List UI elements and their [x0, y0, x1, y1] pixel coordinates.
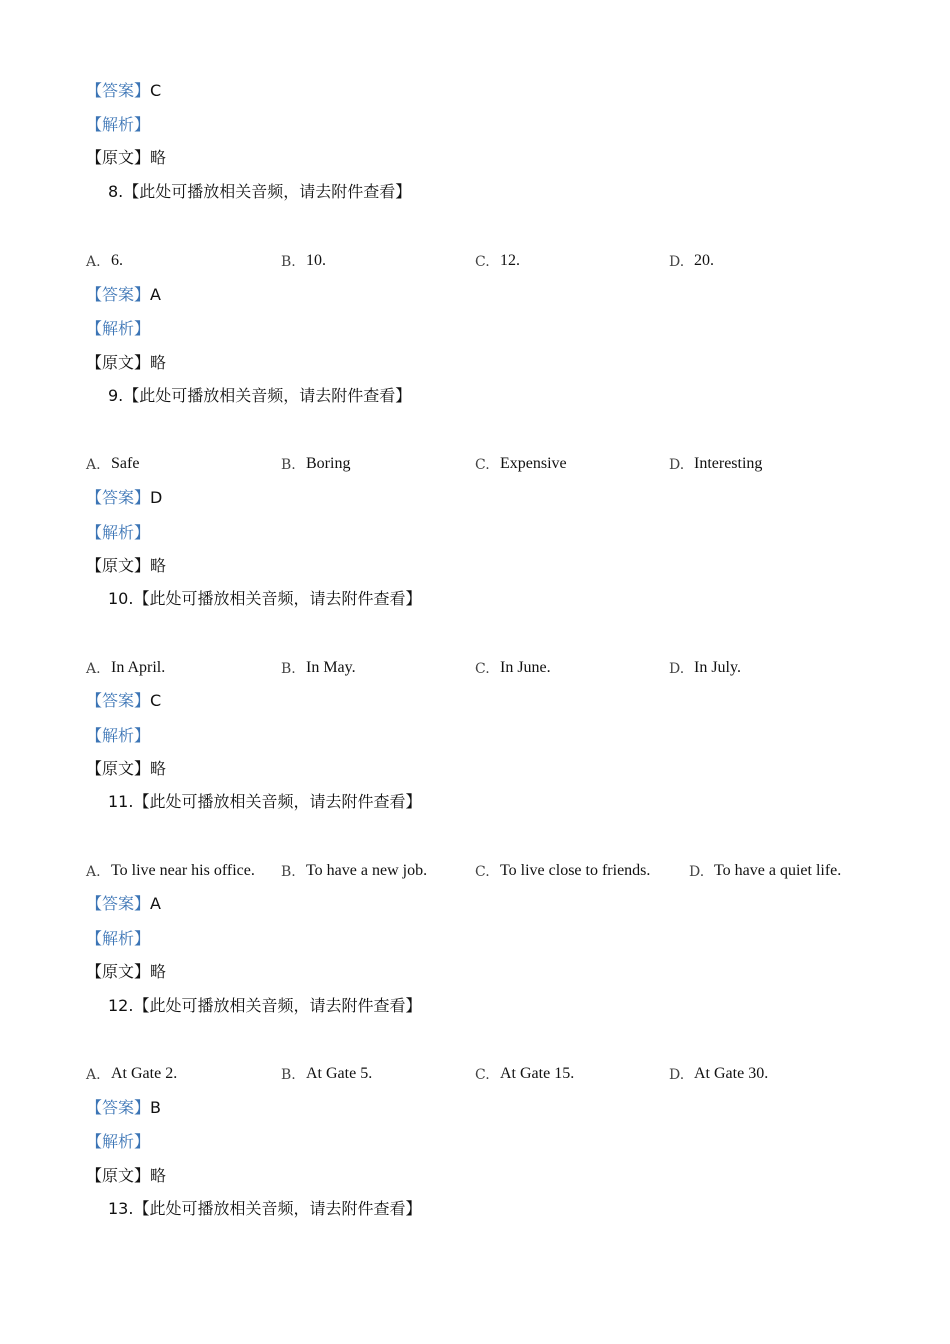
option-a-letter: A. — [86, 1067, 101, 1083]
option-a-text: At Gate 2. — [111, 1065, 178, 1082]
analysis-label: 【解析】 — [86, 115, 151, 134]
option-a-text: To live near his office. — [111, 862, 255, 879]
option-d-letter: D. — [669, 1067, 685, 1083]
answer-value: D — [150, 488, 163, 507]
option-d-text: Interesting — [694, 455, 763, 472]
question-number: 10. — [108, 589, 134, 608]
question-10 — [108, 589, 421, 609]
option-d-letter: D. — [689, 864, 705, 880]
original-row — [86, 353, 166, 373]
original-label: 【原文】略 — [86, 962, 167, 981]
option-c-letter: C. — [475, 661, 490, 677]
option-d-letter: D. — [669, 254, 685, 270]
option-b-text: Boring — [306, 455, 351, 472]
answer-label: 【答案】 — [86, 488, 151, 507]
answer-row — [86, 81, 161, 101]
analysis-label: 【解析】 — [86, 523, 151, 542]
answer-row — [86, 488, 162, 508]
answer-value: A — [150, 285, 161, 304]
answer-label: 【答案】 — [86, 1098, 151, 1117]
answer-label: 【答案】 — [86, 81, 151, 100]
original-label: 【原文】略 — [86, 353, 167, 372]
option-c-text: Expensive — [500, 455, 567, 472]
option-b-text: 10. — [306, 252, 326, 269]
option-d-text: At Gate 30. — [694, 1065, 769, 1082]
analysis-row — [86, 523, 150, 543]
analysis-label: 【解析】 — [86, 1132, 151, 1151]
option-c-text: In June. — [500, 659, 551, 676]
answer-value: C — [150, 691, 162, 710]
option-d-letter: D. — [669, 661, 685, 677]
question-8 — [108, 182, 411, 202]
question-9 — [108, 386, 411, 406]
option-a-letter: A. — [86, 457, 101, 473]
audio-prompt: 【此处可播放相关音频，请去附件查看】 — [123, 182, 412, 201]
analysis-row — [86, 726, 150, 746]
original-row — [86, 1166, 166, 1186]
option-c-text: To live close to friends. — [500, 862, 651, 879]
option-a-text: In April. — [111, 659, 166, 676]
original-row — [86, 759, 166, 779]
answer-value: C — [150, 81, 162, 100]
option-a-text: 6. — [111, 252, 123, 269]
question-number: 8. — [108, 182, 124, 201]
original-label: 【原文】略 — [86, 1166, 167, 1185]
option-d-text: In July. — [694, 659, 741, 676]
option-c-letter: C. — [475, 254, 490, 270]
analysis-row — [86, 115, 150, 135]
answer-value: A — [150, 894, 161, 913]
option-d-letter: D. — [669, 457, 685, 473]
original-label: 【原文】略 — [86, 148, 167, 167]
option-b-text: To have a new job. — [306, 862, 428, 879]
original-label: 【原文】略 — [86, 759, 167, 778]
answer-value: B — [150, 1098, 161, 1117]
analysis-row — [86, 929, 150, 949]
analysis-label: 【解析】 — [86, 726, 151, 745]
analysis-row — [86, 319, 150, 339]
answer-row — [86, 285, 161, 305]
option-c-letter: C. — [475, 1067, 490, 1083]
answer-row — [86, 691, 161, 711]
option-b-letter: B. — [281, 254, 296, 270]
option-a-letter: A. — [86, 254, 101, 270]
option-b-text: In May. — [306, 659, 356, 676]
answer-row — [86, 1098, 161, 1118]
option-a-letter: A. — [86, 661, 101, 677]
option-b-letter: B. — [281, 864, 296, 880]
audio-prompt: 【此处可播放相关音频，请去附件查看】 — [133, 1199, 422, 1218]
answer-row — [86, 894, 161, 914]
option-d-text: To have a quiet life. — [714, 862, 842, 879]
option-a-text: Safe — [111, 455, 140, 472]
question-number: 13. — [108, 1199, 134, 1218]
option-b-letter: B. — [281, 457, 296, 473]
option-c-text: At Gate 15. — [500, 1065, 575, 1082]
answer-label: 【答案】 — [86, 691, 151, 710]
question-11 — [108, 792, 421, 812]
original-row — [86, 556, 166, 576]
analysis-label: 【解析】 — [86, 319, 151, 338]
option-d-text: 20. — [694, 252, 714, 269]
option-c-letter: C. — [475, 864, 490, 880]
audio-prompt: 【此处可播放相关音频，请去附件查看】 — [133, 589, 422, 608]
option-b-text: At Gate 5. — [306, 1065, 373, 1082]
audio-prompt: 【此处可播放相关音频，请去附件查看】 — [133, 996, 422, 1015]
analysis-label: 【解析】 — [86, 929, 151, 948]
question-number: 12. — [108, 996, 134, 1015]
audio-prompt: 【此处可播放相关音频，请去附件查看】 — [123, 386, 412, 405]
question-12 — [108, 996, 421, 1016]
question-number: 11. — [108, 792, 134, 811]
answer-label: 【答案】 — [86, 894, 151, 913]
original-label: 【原文】略 — [86, 556, 167, 575]
original-row — [86, 148, 166, 168]
answer-label: 【答案】 — [86, 285, 151, 304]
original-row — [86, 962, 166, 982]
option-b-letter: B. — [281, 661, 296, 677]
option-b-letter: B. — [281, 1067, 296, 1083]
option-a-letter: A. — [86, 864, 101, 880]
option-c-text: 12. — [500, 252, 520, 269]
question-number: 9. — [108, 386, 124, 405]
question-13 — [108, 1199, 421, 1219]
option-c-letter: C. — [475, 457, 490, 473]
analysis-row — [86, 1132, 150, 1152]
audio-prompt: 【此处可播放相关音频，请去附件查看】 — [133, 792, 422, 811]
